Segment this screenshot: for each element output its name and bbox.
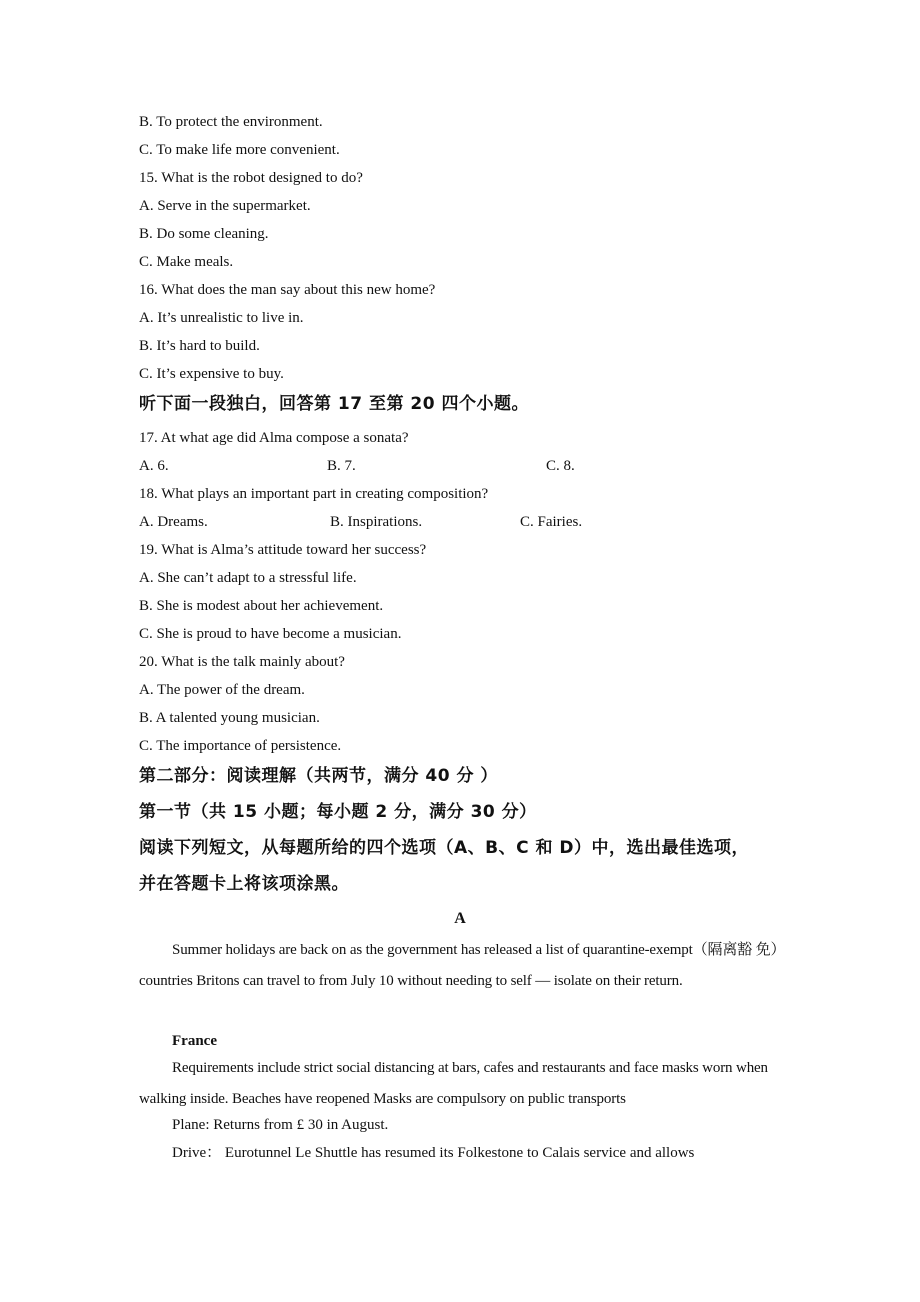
- passage-label: A: [454, 910, 466, 927]
- q16-option-b: B. It’s hard to build.: [139, 338, 260, 354]
- q15-question: 15. What is the robot designed to do?: [139, 170, 363, 186]
- q16-question: 16. What does the man say about this new home?: [139, 282, 436, 298]
- part2-heading: 第二部分：阅读理解（共两节，满分 40 分 ）: [139, 766, 498, 786]
- france-plane: Plane: Returns from £ 30 in August.: [172, 1117, 389, 1133]
- q15-option-b: B. Do some cleaning.: [139, 226, 269, 242]
- q17-option-a: A. 6.: [139, 458, 169, 474]
- q18-question: 18. What plays an important part in creating composition?: [139, 486, 489, 502]
- q19-option-b: B. She is modest about her achievement.: [139, 598, 384, 614]
- q19-question: 19. What is Alma’s attitude toward her success?: [139, 542, 427, 558]
- q16-option-c: C. It’s expensive to buy.: [139, 366, 284, 382]
- q20-option-a: A. The power of the dream.: [139, 682, 305, 698]
- q20-question: 20. What is the talk mainly about?: [139, 654, 345, 670]
- q18-option-a: A. Dreams.: [139, 514, 208, 530]
- q19-option-c: C. She is proud to have become a musician.: [139, 626, 402, 642]
- reading-instruction-line2: 并在答题卡上将该项涂黑。: [139, 874, 349, 894]
- france-heading: France: [172, 1033, 217, 1049]
- q18-option-b: B. Inspirations.: [330, 514, 423, 530]
- q16-option-a: A. It’s unrealistic to live in.: [139, 310, 304, 326]
- section1-heading: 第一节（共 15 小题；每小题 2 分，满分 30 分）: [139, 802, 537, 822]
- q20-option-c: C. The importance of persistence.: [139, 738, 342, 754]
- q14-option-b: B. To protect the environment.: [139, 114, 323, 130]
- monologue-instruction: 听下面一段独白，回答第 17 至第 20 四个小题。: [139, 394, 529, 414]
- passage-intro: Summer holidays are back on as the government has released a list of quarantine-exempt（隔离豁 免）countries Britons can travel to from July 10 without needing to self — isolate on their return.: [139, 942, 778, 989]
- q18-option-c: C. Fairies.: [520, 514, 583, 530]
- q19-option-a: A. She can’t adapt to a stressful life.: [139, 570, 357, 586]
- q14-option-c: C. To make life more convenient.: [139, 142, 340, 158]
- q20-option-b: B. A talented young musician.: [139, 710, 320, 726]
- q15-option-a: A. Serve in the supermarket.: [139, 198, 311, 214]
- q17-option-b: B. 7.: [327, 458, 356, 474]
- q15-option-c: C. Make meals.: [139, 254, 234, 270]
- france-requirements: Requirements include strict social distancing at bars, cafes and restaurants and face masks worn when walking inside. Beaches have reopened Masks are compulsory on public transports: [139, 1060, 768, 1107]
- france-drive: Drive： Eurotunnel Le Shuttle has resumed its Folkestone to Calais service and allows: [172, 1145, 695, 1161]
- reading-instruction-line1: 阅读下列短文，从每题所给的四个选项（A、B、C 和 D）中，选出最佳选项，: [139, 838, 750, 858]
- q17-question: 17. At what age did Alma compose a sonata?: [139, 430, 409, 446]
- q17-option-c: C. 8.: [546, 458, 575, 474]
